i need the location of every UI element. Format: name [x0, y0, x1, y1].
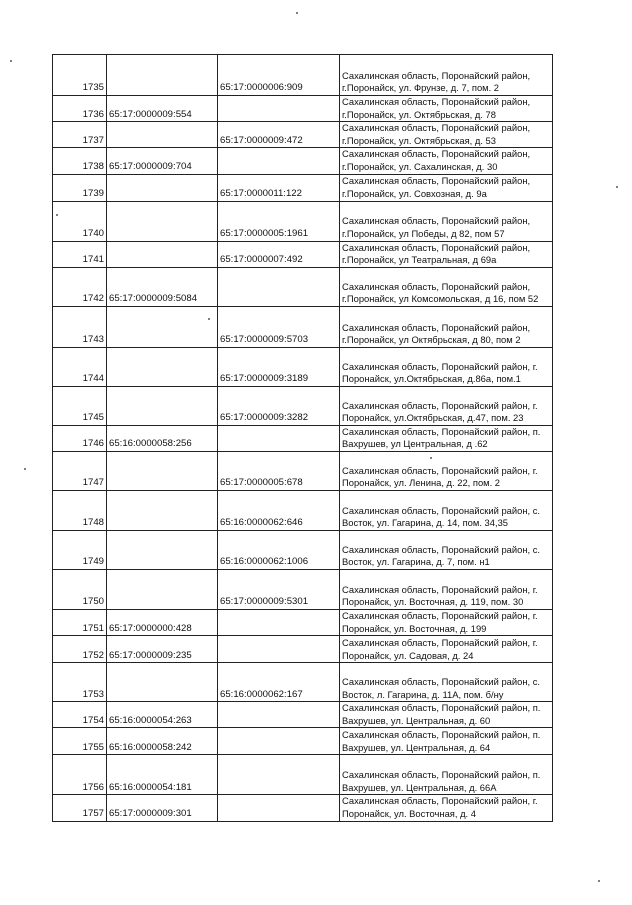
cadastral-number-building	[107, 306, 218, 347]
cadastral-number-premises	[218, 425, 340, 451]
address-line: Сахалинская область, Поронайский район, п.	[342, 729, 541, 741]
address-line: г.Поронайск, ул Комсомольская, д 16, пом 52	[342, 293, 539, 305]
address-cell	[340, 609, 553, 635]
address-cell	[340, 306, 553, 347]
scan-speck	[296, 12, 298, 14]
cadastral-number-premises: 65:16:0000062:1006	[218, 530, 340, 569]
row-number: 1744	[53, 347, 107, 386]
address-line: Сахалинская область, Поронайский район, г.	[342, 609, 538, 621]
address-cell	[340, 425, 553, 451]
cadastral-number-premises	[218, 609, 340, 635]
property-register-table	[52, 54, 553, 822]
cadastral-number-premises	[218, 795, 340, 821]
address-line: Сахалинская область, Поронайский район,	[342, 175, 531, 187]
cadastral-number-premises: 65:17:0000006:909	[218, 55, 340, 96]
cadastral-number-premises	[218, 728, 340, 755]
cadastral-number-building	[107, 569, 218, 609]
table-row	[53, 425, 553, 451]
address-line: Сахалинская область, Поронайский район, с.	[342, 675, 541, 687]
address-line: Вахрушев, ул. Центральная, д. 64	[342, 741, 491, 753]
table-row	[53, 347, 553, 386]
cadastral-number-building: 65:17:0000009:301	[107, 795, 218, 821]
address-cell	[340, 96, 553, 122]
address-line: г.Поронайск, ул. Сахалинская, д. 30	[342, 160, 498, 172]
cadastral-number-building	[107, 241, 218, 267]
address-line: Поронайск, ул. Восточная, д. 199	[342, 622, 487, 634]
scan-speck	[616, 186, 618, 188]
cadastral-number-building: 65:17:0000009:235	[107, 636, 218, 663]
address-cell	[340, 201, 553, 241]
row-number: 1746	[53, 425, 107, 451]
address-line: Сахалинская область, Поронайский район,	[342, 148, 531, 160]
table-row	[53, 755, 553, 795]
row-number: 1736	[53, 96, 107, 122]
row-number: 1735	[53, 55, 107, 96]
address-cell	[340, 663, 553, 702]
scan-speck	[598, 880, 600, 882]
cadastral-number-building: 65:16:0000054:263	[107, 702, 218, 728]
address-cell	[340, 728, 553, 755]
row-number: 1741	[53, 241, 107, 267]
row-number: 1749	[53, 530, 107, 569]
address-line: Сахалинская область, Поронайский район,	[342, 280, 531, 292]
address-line: Поронайск, ул. Садовая, д. 24	[342, 649, 474, 661]
scan-speck	[24, 468, 26, 470]
table-row	[53, 386, 553, 425]
row-number: 1755	[53, 728, 107, 755]
cadastral-number-building: 65:17:0000009:5084	[107, 267, 218, 306]
address-line: Сахалинская область, Поронайский район, п.	[342, 702, 541, 714]
table-row	[53, 201, 553, 241]
row-number: 1748	[53, 490, 107, 530]
table-row	[53, 663, 553, 702]
cadastral-number-building	[107, 386, 218, 425]
address-line: Сахалинская область, Поронайский район,	[342, 321, 531, 333]
address-cell	[340, 451, 553, 490]
address-line: г.Поронайск, ул. Фрунзе, д. 7, пом. 2	[342, 82, 500, 94]
cadastral-number-building	[107, 201, 218, 241]
address-line: Сахалинская область, Поронайский район,	[342, 122, 531, 134]
row-number: 1753	[53, 663, 107, 702]
cadastral-number-building	[107, 55, 218, 96]
address-cell	[340, 702, 553, 728]
address-line: г.Поронайск, ул Театральная, д 69а	[342, 254, 497, 266]
address-line: Сахалинская область, Поронайский район, с.	[342, 543, 541, 555]
address-line: Сахалинская область, Поронайский район, с.	[342, 504, 541, 516]
row-number: 1757	[53, 795, 107, 821]
row-number: 1756	[53, 755, 107, 795]
address-line: Сахалинская область, Поронайский район, г.	[342, 464, 538, 476]
cadastral-number-building	[107, 490, 218, 530]
cadastral-number-premises: 65:17:0000009:472	[218, 122, 340, 148]
table-row	[53, 728, 553, 755]
table-row	[53, 490, 553, 530]
address-line: Сахалинская область, Поронайский район,	[342, 215, 531, 227]
address-line: Поронайск, ул. Восточная, д. 119, пом. 30	[342, 596, 524, 608]
cadastral-number-premises: 65:17:0000005:1961	[218, 201, 340, 241]
address-line: г.Поронайск, ул. Совхозная, д. 9а	[342, 187, 487, 199]
address-line: Сахалинская область, Поронайский район, г.	[342, 636, 538, 648]
table-row	[53, 306, 553, 347]
cadastral-number-premises: 65:17:0000009:3189	[218, 347, 340, 386]
address-line: г.Поронайск, ул. Октябрьская, д. 78	[342, 108, 496, 120]
address-line: Сахалинская область, Поронайский район, г.	[342, 399, 538, 411]
address-line: Сахалинская область, Поронайский район, п.	[342, 769, 541, 781]
table-row	[53, 702, 553, 728]
cadastral-number-premises	[218, 702, 340, 728]
address-cell	[340, 490, 553, 530]
cadastral-number-premises	[218, 96, 340, 122]
scan-speck	[56, 214, 58, 216]
row-number: 1743	[53, 306, 107, 347]
address-cell	[340, 569, 553, 609]
row-number: 1745	[53, 386, 107, 425]
cadastral-number-premises: 65:17:0000011:122	[218, 174, 340, 201]
row-number: 1754	[53, 702, 107, 728]
address-line: Поронайск, ул.Октябрьская, д.86а, пом.1	[342, 373, 521, 385]
address-cell	[340, 755, 553, 795]
address-cell	[340, 386, 553, 425]
cadastral-number-premises: 65:17:0000005:678	[218, 451, 340, 490]
table-row	[53, 96, 553, 122]
cadastral-number-building	[107, 174, 218, 201]
cadastral-number-building: 65:16:0000058:242	[107, 728, 218, 755]
address-line: Сахалинская область, Поронайский район, п.	[342, 425, 541, 437]
address-line: Поронайск, ул. Ленина, д. 22, пом. 2	[342, 477, 501, 489]
row-number: 1737	[53, 122, 107, 148]
address-cell	[340, 347, 553, 386]
address-cell	[340, 122, 553, 148]
address-line: г.Поронайск, ул Октябрьская, д 80, пом 2	[342, 334, 521, 346]
address-cell	[340, 174, 553, 201]
address-line: Вахрушев, ул. Центральная, д. 60	[342, 714, 491, 726]
table-row	[53, 148, 553, 174]
cadastral-number-premises	[218, 636, 340, 663]
scan-speck	[430, 457, 432, 459]
address-cell	[340, 636, 553, 663]
row-number: 1752	[53, 636, 107, 663]
row-number: 1739	[53, 174, 107, 201]
row-number: 1750	[53, 569, 107, 609]
cadastral-number-premises: 65:16:0000062:646	[218, 490, 340, 530]
scan-speck	[10, 60, 12, 62]
address-line: г.Поронайск, ул Победы, д 82, пом 57	[342, 227, 505, 239]
cadastral-number-premises: 65:17:0000009:3282	[218, 386, 340, 425]
table-row	[53, 241, 553, 267]
cadastral-number-premises	[218, 148, 340, 174]
address-cell	[340, 795, 553, 821]
table-row	[53, 267, 553, 306]
row-number: 1740	[53, 201, 107, 241]
address-cell	[340, 148, 553, 174]
cadastral-number-building: 65:17:0000000:428	[107, 609, 218, 635]
cadastral-number-premises: 65:16:0000062:167	[218, 663, 340, 702]
address-line: Сахалинская область, Поронайский район,	[342, 241, 531, 253]
address-cell	[340, 55, 553, 96]
cadastral-number-building	[107, 663, 218, 702]
row-number: 1751	[53, 609, 107, 635]
address-cell	[340, 241, 553, 267]
address-line: Восток, л. Гагарина, д. 11А, пом. б/ну	[342, 688, 504, 700]
cadastral-number-building: 65:17:0000009:554	[107, 96, 218, 122]
row-number: 1747	[53, 451, 107, 490]
scan-speck	[208, 318, 210, 320]
address-line: Восток, ул. Гагарина, д. 7, пом. н1	[342, 556, 490, 568]
row-number: 1742	[53, 267, 107, 306]
cadastral-number-premises: 65:17:0000009:5301	[218, 569, 340, 609]
cadastral-number-building: 65:16:0000054:181	[107, 755, 218, 795]
table-row	[53, 530, 553, 569]
cadastral-number-building	[107, 347, 218, 386]
address-line: Сахалинская область, Поронайский район, г.	[342, 360, 538, 372]
cadastral-number-building	[107, 451, 218, 490]
cadastral-number-building	[107, 122, 218, 148]
cadastral-number-building	[107, 530, 218, 569]
cadastral-number-premises	[218, 755, 340, 795]
address-line: г.Поронайск, ул. Октябрьская, д. 53	[342, 134, 496, 146]
address-line: Сахалинская область, Поронайский район,	[342, 69, 531, 81]
address-line: Сахалинская область, Поронайский район, г.	[342, 583, 538, 595]
table-row	[53, 569, 553, 609]
address-line: Вахрушев, ул Центральная, д .62	[342, 438, 488, 450]
address-line: Вахрушев, ул. Центральная, д. 66А	[342, 781, 497, 793]
address-line: Сахалинская область, Поронайский район, г.	[342, 795, 538, 807]
address-cell	[340, 267, 553, 306]
address-line: Восток, ул. Гагарина, д. 14, пом. 34,35	[342, 517, 508, 529]
table-body	[53, 55, 553, 822]
row-number: 1738	[53, 148, 107, 174]
cadastral-number-premises	[218, 267, 340, 306]
table-row	[53, 55, 553, 96]
table-row	[53, 636, 553, 663]
address-cell	[340, 530, 553, 569]
address-line: Сахалинская область, Поронайский район,	[342, 96, 531, 107]
table-row	[53, 174, 553, 201]
table-row	[53, 451, 553, 490]
address-line: Поронайск, ул.Октябрьская, д.47, пом. 23	[342, 412, 524, 424]
table-row	[53, 122, 553, 148]
address-line: Поронайск, ул. Восточная, д. 4	[342, 807, 476, 819]
cadastral-number-building: 65:17:0000009:704	[107, 148, 218, 174]
cadastral-number-premises: 65:17:0000009:5703	[218, 306, 340, 347]
table-row	[53, 795, 553, 821]
cadastral-number-premises: 65:17:0000007:492	[218, 241, 340, 267]
table-row	[53, 609, 553, 635]
cadastral-number-building: 65:16:0000058:256	[107, 425, 218, 451]
